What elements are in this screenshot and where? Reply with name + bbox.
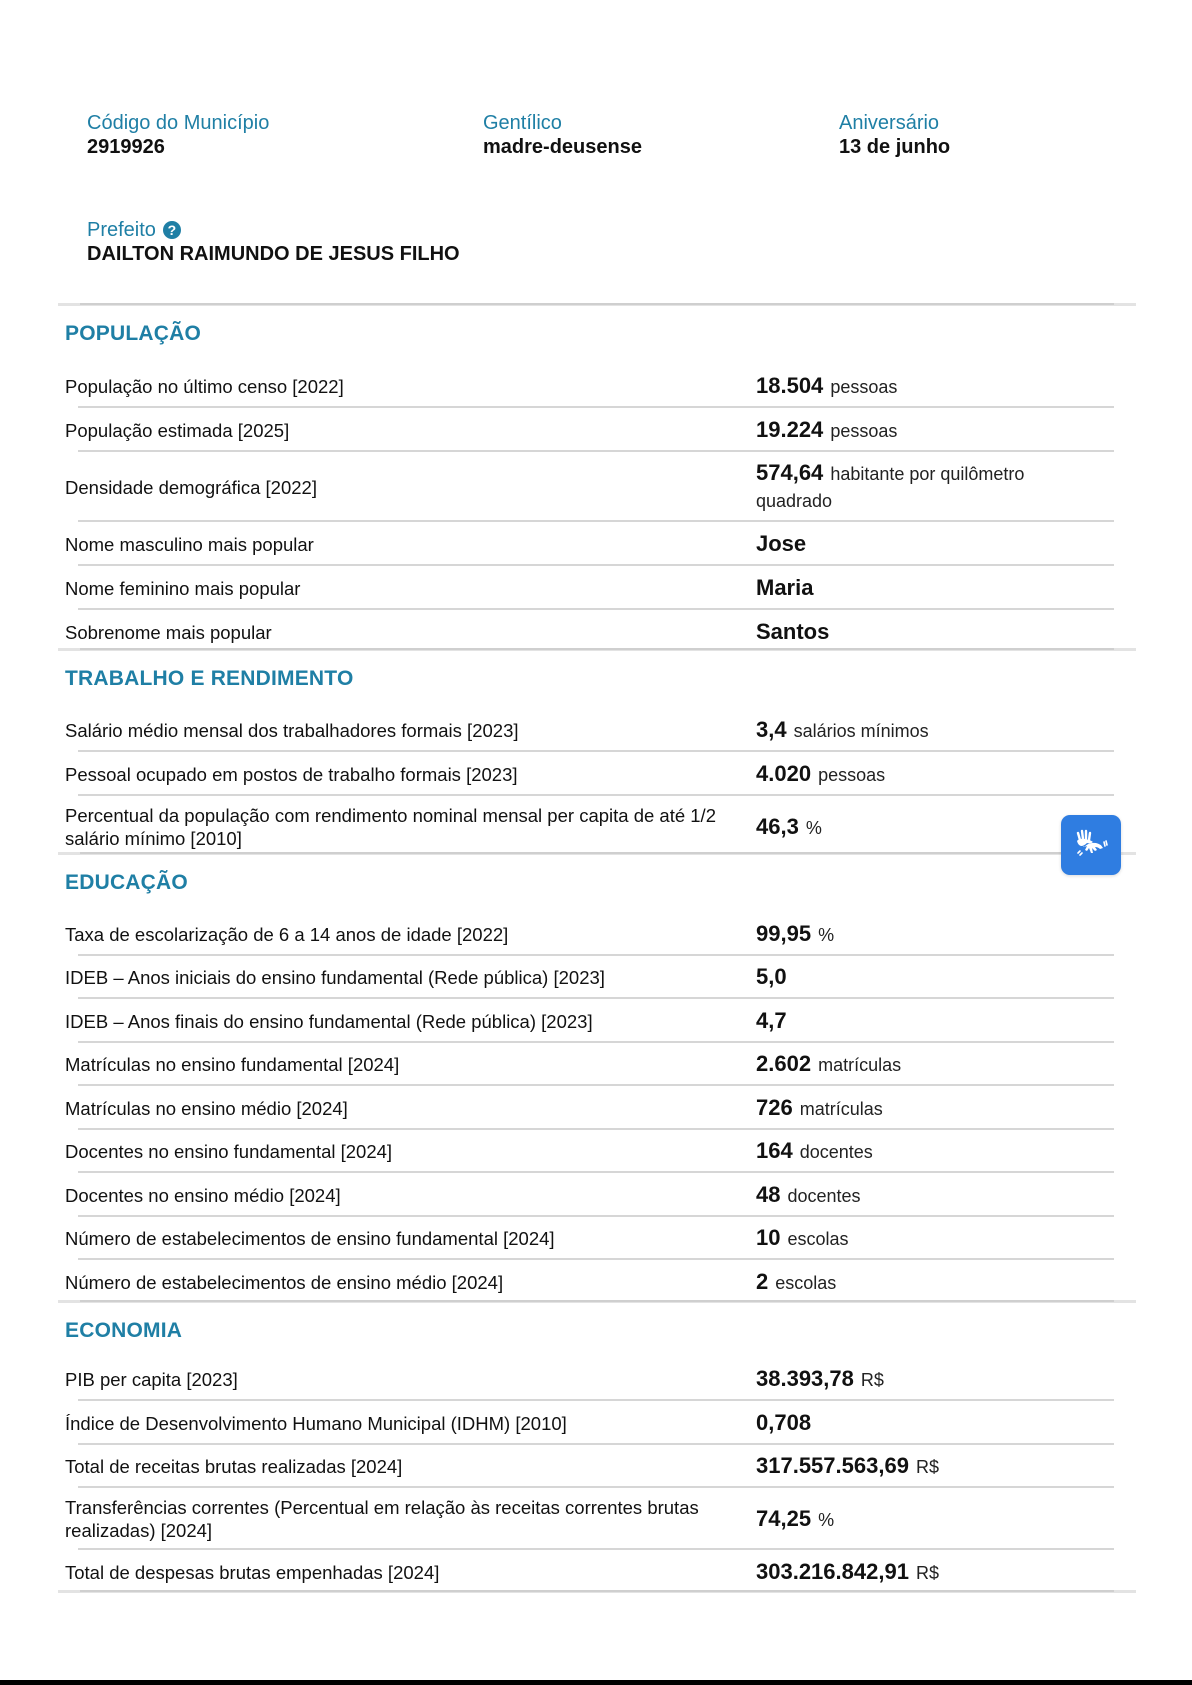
row-label: IDEB – Anos iniciais do ensino fundamental (Rede pública) [2023] — [65, 967, 605, 988]
row-value: 99,95 % — [756, 920, 835, 946]
table-row — [58, 796, 1136, 858]
row-label: Matrículas no ensino médio [2024] — [65, 1097, 348, 1119]
table-row — [58, 1488, 1136, 1550]
row-label: IDEB – Anos finais do ensino fundamental (Rede pública) [2023] — [65, 1010, 593, 1032]
aniversario-value: 13 de junho — [839, 136, 951, 158]
row-value: Maria — [756, 574, 814, 600]
codigo-municipio-label: Código do Município — [87, 112, 270, 134]
row-value: 46,3 % — [756, 813, 822, 839]
section-title: TRABALHO E RENDIMENTO — [65, 667, 354, 690]
row-label: Número de estabelecimentos de ensino fundamental [2024] — [65, 1228, 555, 1249]
table-row — [58, 408, 1136, 452]
table-row — [58, 452, 1136, 522]
prefeito-block — [87, 218, 460, 266]
row-label: População no último censo [2022] — [65, 375, 344, 397]
section-title: POPULAÇÃO — [65, 322, 201, 345]
row-label: Transferências correntes (Percentual em relação às receitas correntes brutas realizadas) [2024] — [65, 1497, 699, 1541]
row-value: 574,64 habitante por quilômetro quadrado — [756, 460, 1025, 511]
row-value: 303.216.842,91 R$ — [756, 1558, 939, 1584]
row-value: 0,708 — [756, 1409, 812, 1435]
section-title: EDUCAÇÃO — [65, 871, 188, 894]
prefeito-label: Prefeito — [87, 219, 156, 241]
table-row — [58, 1217, 1136, 1260]
row-label: Salário médio mensal dos trabalhadores formais [2023] — [65, 719, 519, 741]
row-label: Pessoal ocupado em postos de trabalho formais [2023] — [65, 763, 518, 785]
table-row — [58, 752, 1136, 796]
row-label: PIB per capita [2023] — [65, 1369, 238, 1390]
row-label: Total de receitas brutas realizadas [2024] — [65, 1456, 403, 1477]
libras-accessibility-button[interactable] — [1061, 815, 1121, 875]
table-row — [58, 1260, 1136, 1304]
row-value: Jose — [756, 530, 807, 556]
aniversario-label: Aniversário — [839, 112, 940, 134]
row-label: Taxa de escolarização de 6 a 14 anos de idade [2022] — [65, 923, 509, 945]
row-value: 317.557.563,69 R$ — [756, 1453, 939, 1478]
row-label: Nome feminino mais popular — [65, 577, 301, 599]
codigo-municipio-block — [87, 111, 269, 159]
row-label: Número de estabelecimentos de ensino médio [2024] — [65, 1271, 504, 1293]
section-divider — [58, 852, 1136, 855]
section-title: ECONOMIA — [65, 1319, 183, 1342]
table-row — [58, 708, 1136, 752]
bottom-edge-bar — [0, 1680, 1192, 1685]
row-label: Docentes no ensino fundamental [2024] — [65, 1141, 393, 1162]
gentilico-value: madre-deusense — [483, 136, 642, 158]
row-value: 10 escolas — [756, 1225, 849, 1250]
row-label: População estimada [2025] — [65, 419, 290, 441]
codigo-municipio-value: 2919926 — [87, 136, 165, 158]
table-row — [58, 1043, 1136, 1086]
row-label: Nome masculino mais popular — [65, 533, 314, 555]
row-value: 18.504 pessoas — [756, 372, 898, 398]
table-row — [58, 1445, 1136, 1488]
row-value: 164 docentes — [756, 1138, 873, 1163]
row-value: 4,7 — [756, 1007, 787, 1033]
table-row — [58, 1173, 1136, 1217]
row-label: Índice de Desenvolvimento Humano Municipal (IDHM) [2010] — [65, 1412, 567, 1434]
row-value: 726 matrículas — [756, 1094, 883, 1120]
row-label: Densidade demográfica [2022] — [65, 476, 317, 498]
prefeito-value: DAILTON RAIMUNDO DE JESUS FILHO — [87, 243, 460, 265]
section-divider — [58, 1590, 1136, 1593]
row-label: Matrículas no ensino fundamental [2024] — [65, 1054, 400, 1075]
row-label: Percentual da população com rendimento nominal mensal per capita de até 1/2 salário mínimo [2010] — [65, 805, 716, 849]
prefeito-label-row — [87, 218, 460, 242]
row-label: Total de despesas brutas empenhadas [2024] — [65, 1561, 440, 1583]
table-row — [58, 1550, 1136, 1594]
section-divider — [58, 303, 1136, 306]
row-value: 19.224 pessoas — [756, 416, 898, 442]
row-label: Docentes no ensino médio [2024] — [65, 1184, 341, 1206]
row-value: 2 escolas — [756, 1268, 837, 1294]
row-label: Sobrenome mais popular — [65, 621, 272, 643]
gentilico-label: Gentílico — [483, 112, 562, 134]
row-value: 74,25 % — [756, 1505, 835, 1531]
table-row — [58, 364, 1136, 408]
section-divider — [58, 648, 1136, 651]
table-row — [58, 956, 1136, 999]
table-row — [58, 912, 1136, 956]
row-value: 3,4 salários mínimos — [756, 716, 929, 742]
section-divider — [58, 1300, 1136, 1303]
table-row — [58, 566, 1136, 610]
table-row — [58, 522, 1136, 566]
row-value: 5,0 — [756, 964, 787, 989]
row-value: 48 docentes — [756, 1181, 861, 1207]
row-value: 38.393,78 R$ — [756, 1366, 884, 1391]
aniversario-block — [839, 111, 950, 159]
row-value: 2.602 matrículas — [756, 1051, 902, 1076]
table-row — [58, 1086, 1136, 1130]
question-circle-icon[interactable]: ? — [163, 221, 181, 239]
sign-language-hands-icon — [1071, 825, 1111, 865]
table-row — [58, 1358, 1136, 1401]
gentilico-block — [483, 111, 642, 159]
row-value: 4.020 pessoas — [756, 760, 886, 786]
table-row — [58, 1130, 1136, 1173]
table-row — [58, 999, 1136, 1043]
table-row — [58, 1401, 1136, 1445]
row-value: Santos — [756, 618, 830, 644]
